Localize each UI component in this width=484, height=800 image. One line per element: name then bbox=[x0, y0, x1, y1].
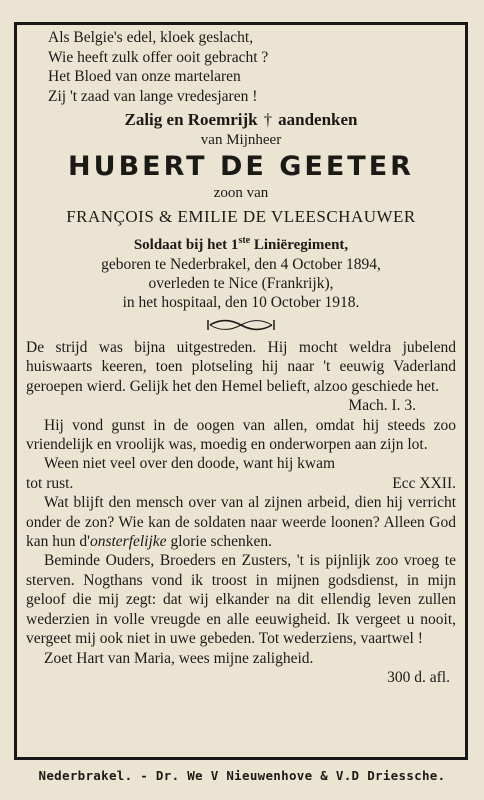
tot-rust: tot rust. bbox=[26, 474, 74, 492]
birth-line: geboren te Nederbrakel, den 4 October 1894, bbox=[101, 256, 381, 273]
death-line: overleden te Nice (Frankrijk), bbox=[148, 275, 334, 292]
zoon-van: zoon van bbox=[213, 185, 269, 201]
paragraph-4 bbox=[26, 493, 456, 551]
memorial-text bbox=[26, 338, 456, 687]
printer-imprint: Nederbrakel. - Dr. We V Nieuwenhove & V.D Driessche. bbox=[38, 768, 446, 783]
regiment-line bbox=[26, 231, 456, 255]
regiment-pre: Soldaat bij het 1 bbox=[133, 237, 239, 253]
paragraph-4-b: glorie schenken. bbox=[166, 533, 273, 551]
paragraph-3-end bbox=[26, 474, 456, 493]
hospital-line: in het hospitaal, den 10 October 1918. bbox=[122, 294, 360, 311]
poem-line: Het Bloed van onze martelaren bbox=[48, 68, 241, 85]
heading-right: aandenken bbox=[278, 110, 358, 129]
deceased-name: HUBERT DE GEETER bbox=[68, 151, 414, 182]
paragraph-5: Beminde Ouders, Broeders en Zusters, 't is pijnlijk zoo vroeg te sterven. Nogthans vond ik troost in mijnen godsdienst, in mijn geloof die mij zegt: dat wij elkander na dit ellendig leven zullen wederzien in volle vreugde en alle eeuwigheid. Ik vergeet u nooit, vergeet mij ook niet in uwe gebeden. Tot wederziens, vaartwel ! bbox=[26, 552, 456, 648]
card-content bbox=[26, 28, 456, 687]
poem-line: Zij 't zaad van lange vredesjaren ! bbox=[48, 87, 258, 105]
regiment-post: Liniëregiment, bbox=[250, 237, 349, 253]
paragraph-3: Ween niet veel over den doode, want hij kwam bbox=[44, 455, 336, 473]
heading-left: Zalig en Roemrijk bbox=[124, 110, 258, 129]
reference-ecc: Ecc XXII. bbox=[392, 474, 456, 492]
paragraph-6: Zoet Hart van Maria, wees mijne zaligheid. bbox=[44, 649, 314, 667]
regiment-sup: ste bbox=[238, 235, 251, 246]
ornament-divider bbox=[206, 318, 276, 332]
memorial-heading bbox=[26, 109, 456, 131]
paragraph-2: Hij vond gunst in de oogen van allen, omdat hij steeds zoo vriendelijk en vroolijk was, moedig en onderworpen aan zijn lot. bbox=[26, 416, 456, 454]
reference-mach: Mach. I. 3. bbox=[348, 397, 416, 415]
paragraph-1: De strijd was bijna uitgestreden. Hij mocht weldra jubelend huiswaarts keeren, toen plotseling hij naar 't eeuwig Vaderland geroepen wierd. Gelijk het den Hemel belieft, alzoo geschiede het. bbox=[26, 339, 456, 395]
parents-names: FRANÇOIS & EMILIE DE VLEESCHAUWER bbox=[66, 207, 416, 226]
poem bbox=[26, 28, 456, 106]
paragraph-4-italic: onsterfelijke bbox=[89, 533, 167, 551]
paragraph-4-a: Wat blijft den mensch over van al zijnen arbeid, dien hij verricht onder de zon? Wie kan de soldaten naar weerde loonen? Alleen God kan hun d' bbox=[26, 494, 456, 551]
van-mijnheer: van Mijnheer bbox=[200, 132, 282, 148]
poem-line: Wie heeft zulk offer ooit gebracht ? bbox=[48, 48, 269, 66]
indulgence: 300 d. afl. bbox=[387, 668, 450, 686]
poem-line: Als Belgie's edel, kloek geslacht, bbox=[48, 29, 254, 46]
cross-icon: † bbox=[263, 110, 273, 129]
